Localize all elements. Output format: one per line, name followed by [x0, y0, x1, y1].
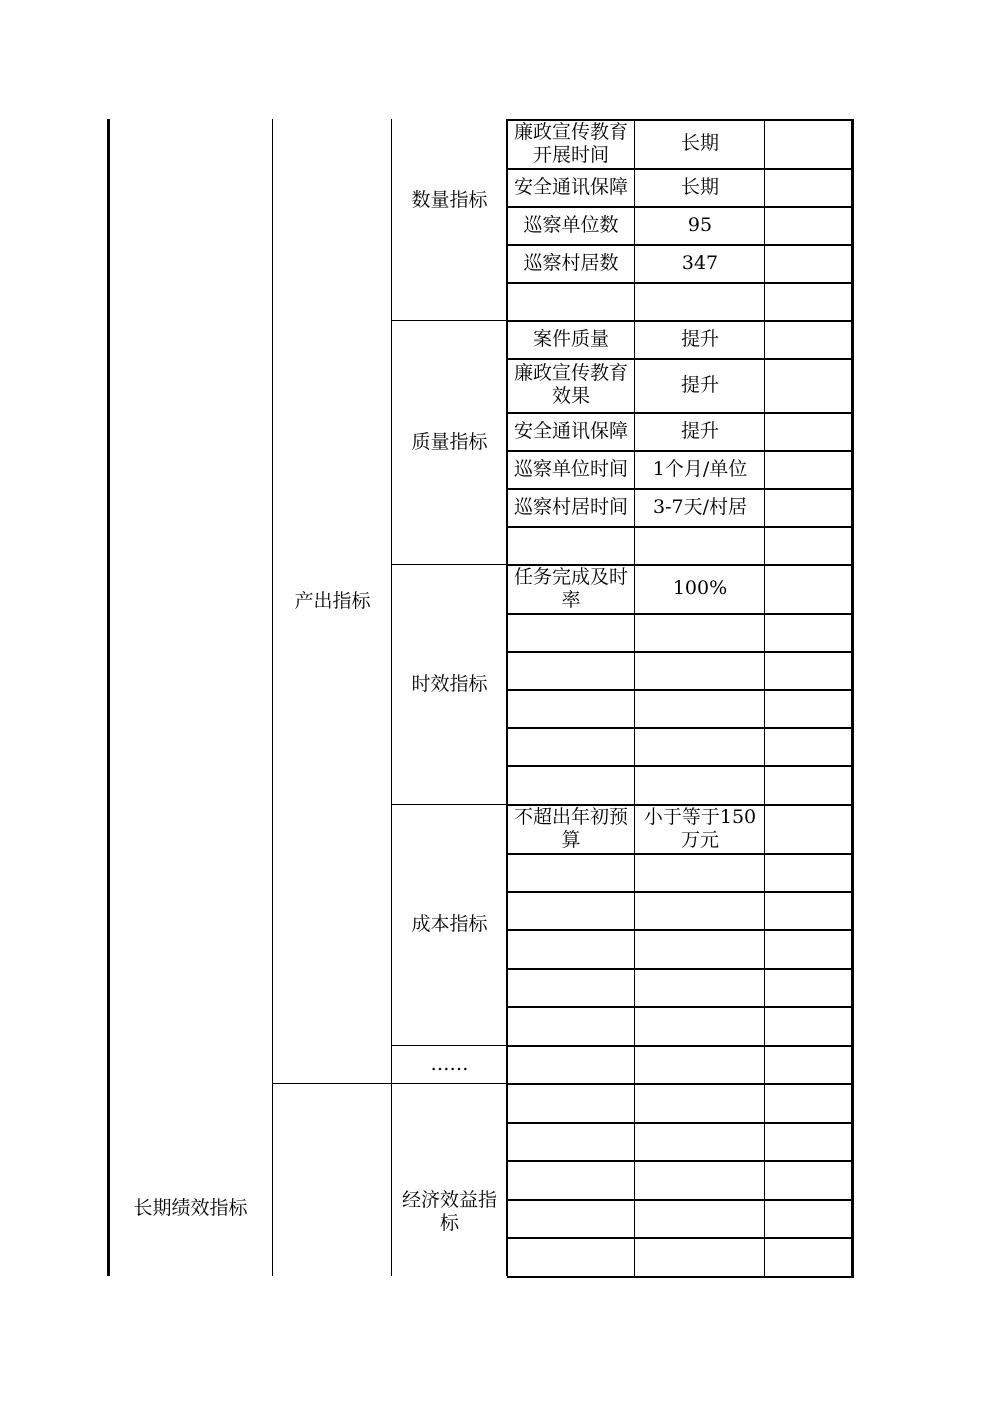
category-label-ellipsis: …… [430, 1052, 469, 1075]
value-cell: 小于等于150 万元 [643, 805, 757, 851]
score-cell [765, 929, 852, 968]
score-cell [765, 689, 852, 727]
score-cell [765, 853, 852, 891]
score-cell [765, 1237, 852, 1276]
category-label-quality: 质量指标 [411, 430, 488, 453]
indicator-cell [507, 1160, 635, 1199]
score-cell [765, 1199, 852, 1237]
indicator-cell: 廉政宣传教育 效果 [513, 362, 628, 407]
indicator-cell: 安全通讯保障 [513, 175, 628, 198]
indicator-cell: 巡察村居数 [523, 251, 619, 274]
score-cell [765, 613, 852, 651]
group-divider [273, 1083, 392, 1084]
indicator-cell [507, 1006, 635, 1045]
score-cell [765, 765, 852, 804]
value-cell: 长期 [680, 132, 719, 154]
score-cell [765, 168, 852, 206]
score-cell [765, 320, 852, 358]
indicator-cell [507, 1122, 635, 1160]
group-label-long-term: 长期绩效指标 [133, 1196, 248, 1219]
value-cell [635, 282, 765, 320]
score-cell [765, 412, 852, 450]
score-cell [765, 727, 852, 765]
indicator-cell: 任务完成及时 率 [513, 565, 628, 611]
category-label-quantity: 数量指标 [411, 189, 488, 211]
value-cell [635, 765, 765, 804]
score-cell [765, 651, 852, 689]
score-cell [765, 1045, 852, 1083]
value-cell: 100% [672, 577, 728, 599]
score-cell [765, 282, 852, 320]
value-cell: 提升 [680, 327, 719, 350]
indicator-cell [507, 929, 635, 968]
value-cell [635, 1237, 765, 1276]
value-cell [635, 1083, 765, 1122]
indicator-cell: 廉政宣传教育 开展时间 [513, 120, 628, 166]
score-cell [765, 1083, 852, 1122]
indicator-cell [507, 968, 635, 1006]
score-cell [765, 1160, 852, 1199]
indicator-cell [507, 689, 635, 727]
value-cell [635, 689, 765, 727]
value-cell [635, 1122, 765, 1160]
score-cell [765, 891, 852, 929]
value-cell [635, 1006, 765, 1045]
indicator-cell [507, 1083, 635, 1122]
indicator-cell [507, 727, 635, 765]
indicator-cell [507, 282, 635, 320]
value-cell: 95 [687, 213, 713, 236]
indicator-cell [507, 613, 635, 651]
value-cell [635, 968, 765, 1006]
indicator-cell [507, 651, 635, 689]
value-cell [635, 727, 765, 765]
value-cell: 1个月/单位 [652, 457, 748, 480]
row-divider [507, 1276, 854, 1278]
table-left-border [107, 119, 110, 1276]
indicator-cell [507, 526, 635, 564]
group-label-output: 产出指标 [294, 589, 371, 612]
value-cell [635, 526, 765, 564]
indicator-cell: 案件质量 [532, 327, 609, 350]
indicator-cell [507, 1199, 635, 1237]
value-cell [635, 1199, 765, 1237]
indicator-cell: 安全通讯保障 [513, 419, 628, 442]
value-cell [635, 929, 765, 968]
indicator-cell [507, 853, 635, 891]
score-cell [765, 488, 852, 526]
value-cell: 提升 [680, 373, 719, 396]
indicator-cell: 巡察村居时间 [513, 495, 628, 518]
score-cell [765, 450, 852, 488]
value-cell: 提升 [680, 419, 719, 442]
score-cell [765, 119, 852, 168]
value-cell [635, 613, 765, 651]
score-cell [765, 206, 852, 244]
value-cell [635, 1160, 765, 1199]
score-cell [765, 968, 852, 1006]
value-cell: 347 [681, 251, 719, 274]
indicator-cell: 巡察单位数 [523, 213, 619, 236]
value-cell [635, 1045, 765, 1083]
score-cell [765, 804, 852, 853]
indicator-cell [507, 1045, 635, 1083]
indicator-cell: 不超出年初预 算 [513, 805, 628, 851]
category-label-timeliness: 时效指标 [411, 672, 488, 695]
category-label-economic: 经济效益指 标 [401, 1188, 497, 1234]
value-cell: 长期 [680, 175, 719, 198]
value-cell: 3-7天/村居 [653, 495, 747, 518]
score-cell [765, 564, 852, 613]
indicator-cell [507, 1237, 635, 1276]
score-cell [765, 244, 852, 282]
value-cell [635, 651, 765, 689]
value-cell [635, 853, 765, 891]
indicator-cell [507, 891, 635, 929]
value-cell [635, 891, 765, 929]
score-cell [765, 526, 852, 564]
indicator-cell [507, 765, 635, 804]
category-label-cost: 成本指标 [411, 913, 488, 935]
score-cell [765, 1122, 852, 1160]
indicator-cell: 巡察单位时间 [513, 457, 628, 480]
score-cell [765, 1006, 852, 1045]
score-cell [765, 358, 852, 412]
